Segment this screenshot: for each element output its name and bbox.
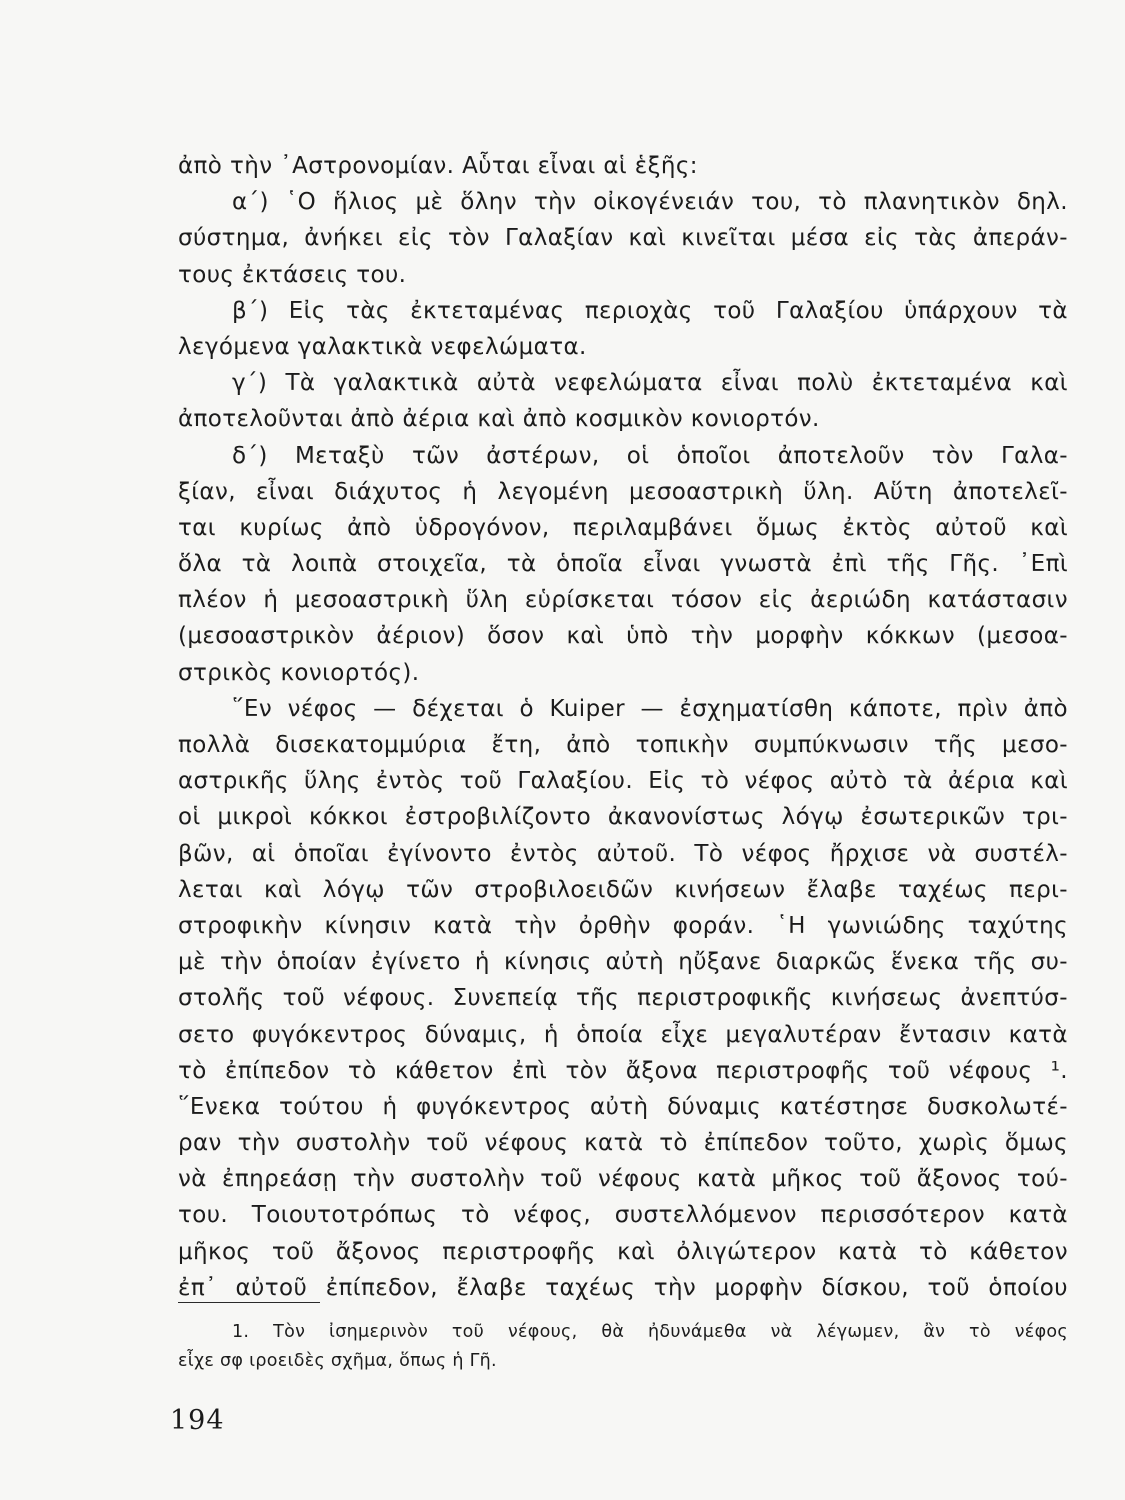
text-line: ῞Ενεκα τούτου ἡ φυγόκεντρος αὐτὴ δύναμις κατέστησε δυσκολωτέ- [178,1093,1068,1120]
text-line: γ´) Τὰ γαλακτικὰ αὐτὰ νεφελώματα εἶναι πολὺ ἐκτεταμένα καὶ [232,370,1068,397]
text-line: λεγόμενα γαλακτικὰ νεφελώματα. [178,333,587,360]
text-line: ῞Εν νέφος — δέχεται ὁ Kuiper — ἐσχηματίσθη κάποτε, πρὶν ἀπὸ [232,695,1068,722]
text-line: λεται καὶ λόγῳ τῶν στροβιλοειδῶν κινήσεων ἔλαβε ταχέως περι- [178,876,1068,903]
text-line: βῶν, αἱ ὁποῖαι ἐγίνοντο ἐντὸς αὐτοῦ. Τὸ νέφος ἤρχισε νὰ συστέλ- [178,840,1068,867]
text-line: ξίαν, εἶναι διάχυτος ἡ λεγομένη μεσοαστρικὴ ὕλη. Αὕτη ἀποτελεῖ- [178,478,1068,505]
text-line: τὸ ἐπίπεδον τὸ κάθετον ἐπὶ τὸν ἄξονα περιστροφῆς τοῦ νέφους ¹. [178,1057,1068,1084]
text-line: μὲ τὴν ὁποίαν ἐγίνετο ἡ κίνησις αὐτὴ ηὔξανε διαρκῶς ἕνεκα τῆς συ- [178,949,1068,976]
text-line: σετο φυγόκεντρος δύναμις, ἡ ὁποία εἶχε μεγαλυτέραν ἔντασιν κατὰ [178,1021,1068,1048]
page-number: 194 [170,1405,225,1436]
text-line: ὅλα τὰ λοιπὰ στοιχεῖα, τὰ ὁποῖα εἶναι γνωστὰ ἐπὶ τῆς Γῆς. ᾿Επὶ [178,551,1068,578]
body-text [178,148,1068,1306]
text-line: του. Τοιουτοτρόπως τὸ νέφος, συστελλόμενον περισσότερον κατὰ [178,1202,1068,1229]
text-line: αστρικῆς ὕλης ἐντὸς τοῦ Γαλαξίου. Εἰς τὸ νέφος αὐτὸ τὰ ἀέρια καὶ [178,768,1068,795]
text-line: σύστημα, ἀνήκει εἰς τὸν Γαλαξίαν καὶ κινεῖται μέσα εἰς τὰς ἀπεράν- [178,225,1068,252]
text-line: ται κυρίως ἀπὸ ὑδρογόνον, περιλαμβάνει ὅμως ἐκτὸς αὐτοῦ καὶ [178,514,1068,541]
text-line: β´) Εἰς τὰς ἐκτεταμένας περιοχὰς τοῦ Γαλαξίου ὑπάρχουν τὰ [232,297,1068,324]
text-line: μῆκος τοῦ ἄξονος περιστροφῆς καὶ ὀλιγώτερον κατὰ τὸ κάθετον [178,1238,1068,1265]
footnote-line: 1. Τὸν ἰσημερινὸν τοῦ νέφους, θὰ ἠδυνάμεθα νὰ λέγωμεν, ἂν τὸ νέφος [232,1322,1068,1342]
text-line: στροφικὴν κίνησιν κατὰ τὴν ὀρθὴν φοράν. ῾Η γωνιώδης ταχύτης [178,912,1068,939]
text-line: νὰ ἐπηρεάσῃ τὴν συστολὴν τοῦ νέφους κατὰ μῆκος τοῦ ἄξονος τού- [178,1166,1068,1193]
footnote-divider [178,1302,320,1303]
text-line: δ´) Μεταξὺ τῶν ἀστέρων, οἱ ὁποῖοι ἀποτελοῦν τὸν Γαλα- [232,442,1068,469]
text-line: στρικὸς κονιορτός). [178,659,420,686]
text-line: (μεσοαστρικὸν ἀέριον) ὅσον καὶ ὑπὸ τὴν μορφὴν κόκκων (μεσοα- [178,623,1068,650]
text-line: ἀπὸ τὴν ᾿Αστρονομίαν. Αὗται εἶναι αἱ ἑξῆς: [178,153,698,179]
footnote-line: εἶχε σφ ιροειδὲς σχῆμα, ὅπως ἡ Γῆ. [178,1351,497,1371]
footnote [178,1318,1068,1376]
text-line: πολλὰ δισεκατομμύρια ἔτη, ἀπὸ τοπικὴν συμπύκνωσιν τῆς μεσο- [178,732,1068,758]
text-line: ραν τὴν συστολὴν τοῦ νέφους κατὰ τὸ ἐπίπεδον τοῦτο, χωρὶς ὅμως [178,1130,1068,1157]
text-line: πλέον ἡ μεσοαστρικὴ ὕλη εὑρίσκεται τόσον εἰς ἀεριώδη κατάστασιν [178,587,1068,614]
text-line: α´) ῾Ο ἥλιος μὲ ὅλην τὴν οἰκογένειάν του, τὸ πλανητικὸν δηλ. [232,189,1068,216]
text-line: οἱ μικροὶ κόκκοι ἐστροβιλίζοντο ἀκανονίστως λόγῳ ἐσωτερικῶν τρι- [178,804,1068,831]
text-line: τους ἐκτάσεις του. [178,261,407,288]
text-line: στολῆς τοῦ νέφους. Συνεπείᾳ τῆς περιστροφικῆς κινήσεως ἀνεπτύσ- [178,985,1068,1012]
text-line: ἐπ᾿ αὐτοῦ ἐπίπεδον, ἔλαβε ταχέως τὴν μορφὴν δίσκου, τοῦ ὁποίου [178,1274,1068,1301]
text-line: ἀποτελοῦνται ἀπὸ ἀέρια καὶ ἀπὸ κοσμικὸν κονιορτόν. [178,406,820,433]
